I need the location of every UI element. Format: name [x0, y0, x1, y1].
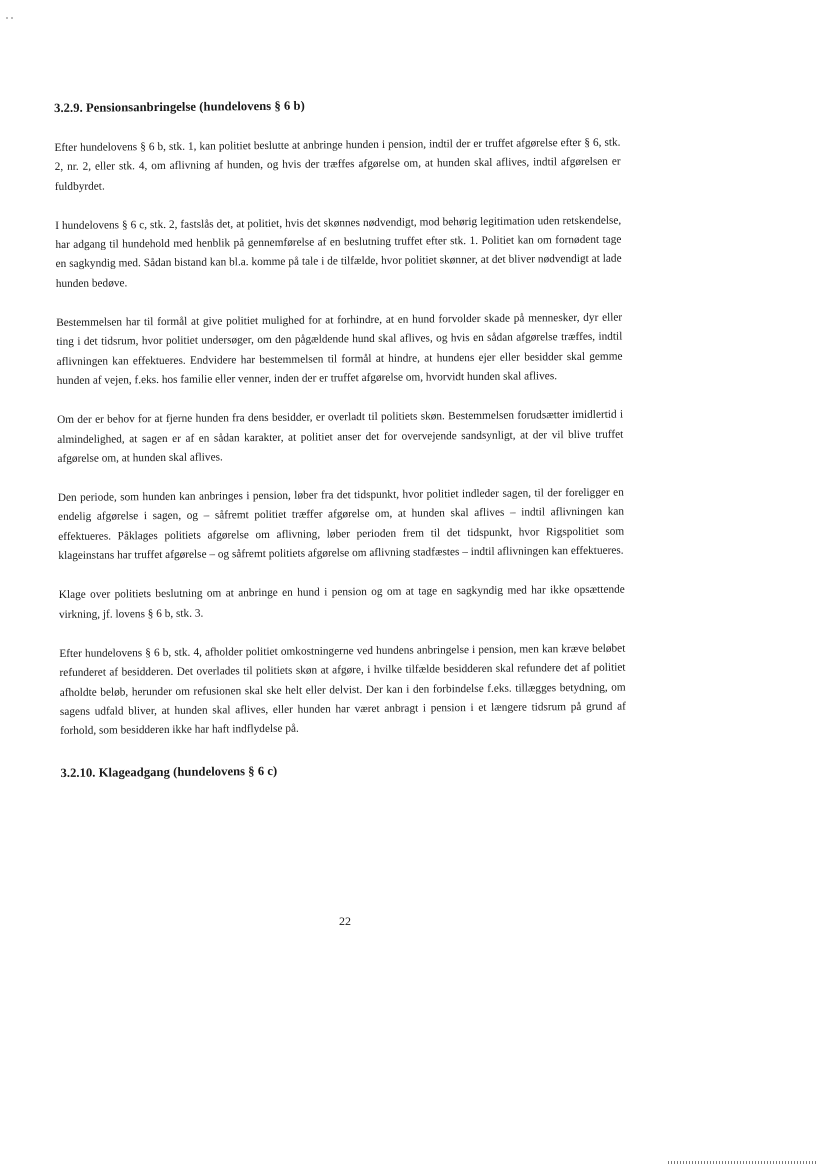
section-heading-3-2-9: 3.2.9. Pensionsanbringelse (hundelovens § 6 b)	[54, 98, 305, 115]
paragraph: Efter hundelovens § 6 b, stk. 1, kan politiet beslutte at anbringe hunden i pension, indtil der er truffet afgørelse efter § 6, stk. 2, nr. 2, eller stk. 4, om aflivning af hunden, og hvis der træffes afgørelse om, at hunden skal aflives, indtil afgørelsen er fuldbyrdet.	[54, 136, 621, 193]
scan-corner-mark	[6, 6, 20, 10]
paragraph: Bestemmelsen har til formål at give politiet mulighed for at forhindre, at en hund forvolder skade på mennesker, dyr eller ting i det tidsrum, hvor politiet undersøger, om den pågældende hund skal aflives, og hvis en sådan afgørelse træffes, indtil aflivningen kan effektueres. Endvidere har bestemmelsen til formål at hindre, at hundens ejer eller besidder skal gemme hunden af vejen, f.eks. hos familie eller venner, inden der er truffet afgørelse om, hvorvidt hunden skal aflives.	[56, 311, 623, 387]
paragraph: Den periode, som hunden kan anbringes i pension, løber fra det tidspunkt, hvor politiet indleder sagen, til der foreligger en endelig afgørelse i sagen, og – såfremt politiet træffer afgørelse om, at hunden skal aflives – indtil aflivningen kan effektueres. Påklages politiets afgørelse om aflivning, løber perioden frem til det tidspunkt, hvor Rigspolitiet som klageinstans har truffet afgørelse – og såfremt politiets afgørelse om aflivning stadfæstes – indtil aflivningen kan effektueres.	[57, 486, 625, 563]
page-number: 22	[339, 914, 351, 928]
page-content	[54, 93, 627, 784]
section-heading-3-2-10: 3.2.10. Klageadgang (hundelovens § 6 c)	[60, 764, 278, 781]
paragraph: Om der er behov for at fjerne hunden fra dens besidder, er overladt til politiets skøn. Bestemmelsen forudsætter imidlertid i almindelighed, at sagen er af en sådan karakter, at politiet anser det for overvejende sandsynligt, at der vil blive truffet afgørelse om, at hunden skal aflives.	[57, 408, 624, 465]
paragraph: Klage over politiets beslutning om at anbringe en hund i pension og om at tage en sagkyndig med har ikke opsættende virkning, jf. lovens § 6 b, stk. 3.	[58, 583, 625, 621]
paragraph: Efter hundelovens § 6 b, stk. 4, afholder politiet omkostningerne ved hundens anbringelse i pension, men kan kræve beløbet refunderet af besidderen. Det overlades til politiets skøn at afgøre, i hvilke tilfælde besidderen skal refundere det af politiet afholdte beløb, herunder om refusionen skal ske helt eller delvist. Der kan i den forbindelse f.eks. tillægges betydning, om sagens udfald bliver, at hunden skal aflives, eller hunden har været anbragt i pension i et længere tidsrum på grund af forhold, som besidderen ikke har haft indflydelse på.	[59, 642, 626, 738]
scan-footer-dots	[668, 1161, 818, 1164]
paragraph: I hundelovens § 6 c, stk. 2, fastslås det, at politiet, hvis det skønnes nødvendigt, mod behørig legitimation uden retskendelse, har adgang til hundehold med henblik på gennemførelse af en beslutning truffet efter stk. 1. Politiet kan om fornødent tage en sagkyndig med. Sådan bistand kan bl.a. komme på tale i de tilfælde, hvor politiet skønner, at det bliver nødvendigt at lade hunden bedøve.	[55, 214, 622, 290]
